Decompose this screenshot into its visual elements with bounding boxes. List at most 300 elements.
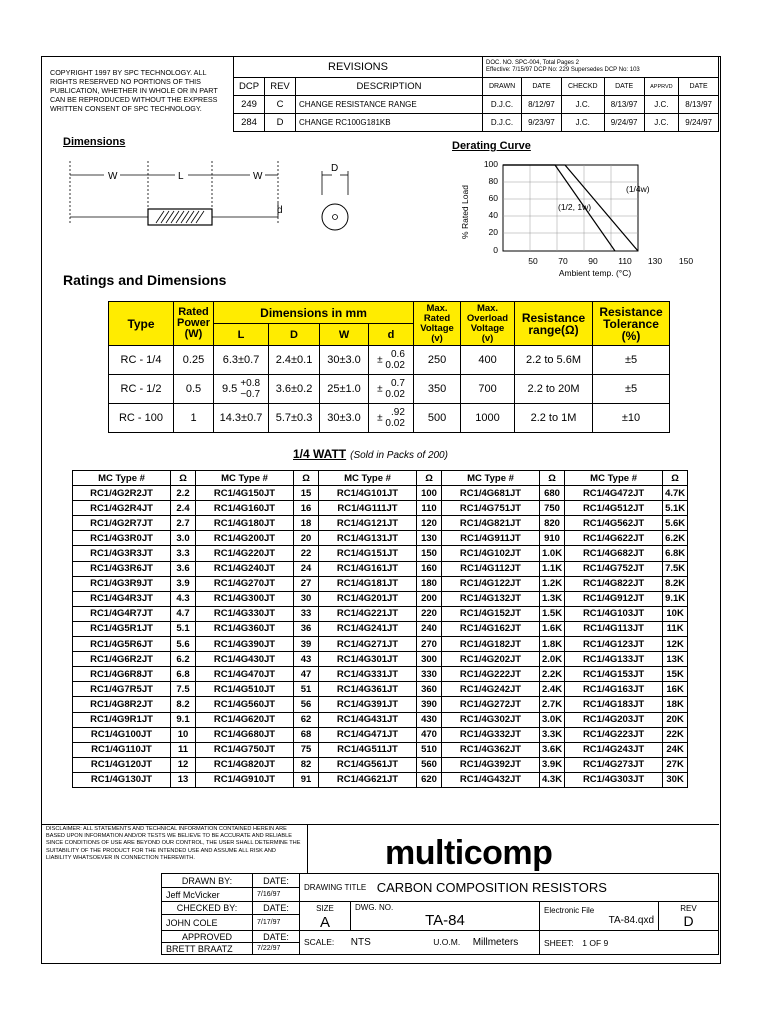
ratings-row — [109, 346, 670, 375]
rev-value: D — [683, 912, 694, 929]
ohm-cell: 68 — [294, 727, 319, 742]
ohm-cell: 2.2 — [171, 486, 196, 501]
mc-type-cell: RC1/4G151JT — [319, 546, 417, 561]
mc-type-cell: RC1/4G3R9JT — [73, 576, 171, 591]
ohm-cell: 1.6K — [540, 621, 565, 636]
col-mc-type: MC Type # — [196, 471, 294, 486]
ohm-cell: 62 — [294, 712, 319, 727]
efile: TA-84.qxd — [608, 915, 654, 926]
ohm-cell: 180 — [417, 576, 442, 591]
label-d-big: D — [331, 163, 339, 174]
y-axis-label: % Rated Load — [460, 185, 470, 239]
cell-L: 14.3±0.7 — [214, 404, 269, 433]
cell-overload: 700 — [461, 375, 515, 404]
y-tick: 20 — [488, 227, 498, 237]
table-row — [73, 591, 688, 606]
mc-type-cell: RC1/4G330JT — [196, 606, 294, 621]
date-label: DATE: — [253, 874, 300, 888]
ohm-cell: 750 — [540, 501, 565, 516]
table-row — [73, 772, 688, 787]
cell-type: RC - 1/4 — [109, 346, 174, 375]
cell-d-top: 0.7 — [390, 378, 405, 389]
size-value: A — [319, 914, 330, 931]
size-cell — [300, 902, 351, 931]
ratings-heading: Ratings and Dimensions — [63, 272, 227, 288]
mc-type-cell: RC1/4G822JT — [565, 576, 663, 591]
mc-type-cell: RC1/4G432JT — [442, 772, 540, 787]
ohm-cell: 22 — [294, 546, 319, 561]
drawn-by-label: DRAWN BY: — [162, 874, 253, 888]
ohm-cell: 4.7K — [663, 486, 688, 501]
cell-L: 6.3±0.7 — [214, 346, 269, 375]
ohm-cell: 4.7 — [171, 606, 196, 621]
ohm-cell: 3.3K — [540, 727, 565, 742]
ohm-cell: 5.1K — [663, 501, 688, 516]
mc-type-cell: RC1/4G912JT — [565, 591, 663, 606]
table-row — [73, 486, 688, 501]
table-row — [73, 637, 688, 652]
ohm-cell: 560 — [417, 757, 442, 772]
scale-uom-cell — [300, 931, 540, 955]
size-label: SIZE — [316, 904, 334, 913]
ohm-cell: 11K — [663, 621, 688, 636]
doc-effective: Effective: 7/15/97 DCP No: 229 Supersedes DCP No: 103 — [486, 67, 640, 73]
rev-cell: 8/13/97 — [679, 96, 719, 114]
mc-type-cell: RC1/4G110JT — [73, 742, 171, 757]
ohm-cell: 15 — [294, 486, 319, 501]
col-mc-type: MC Type # — [319, 471, 417, 486]
cell-L-main: 9.5 — [221, 383, 238, 395]
scale-label: SCALE: — [304, 937, 335, 947]
uom-label: U.O.M. — [433, 937, 461, 947]
mc-type-cell: RC1/4G390JT — [196, 637, 294, 652]
cell-L-bot: −0.7 — [240, 389, 261, 400]
mc-type-cell: RC1/4G332JT — [442, 727, 540, 742]
ohm-cell: 24 — [294, 561, 319, 576]
dimensions-heading: Dimensions — [63, 136, 126, 148]
ohm-cell: 27 — [294, 576, 319, 591]
checked-by-label: CHECKED BY: — [162, 902, 253, 915]
sheet-value: 1 OF 9 — [582, 937, 609, 948]
drawing-title-label: DRAWING TITLE — [304, 883, 367, 892]
col-ohm: Ω — [417, 471, 442, 486]
ohm-cell: 2.0K — [540, 652, 565, 667]
ohm-cell: 130 — [417, 531, 442, 546]
ohm-cell: 5.6 — [171, 637, 196, 652]
ohm-cell: 150 — [417, 546, 442, 561]
cell-W: 30±3.0 — [320, 346, 369, 375]
rev-cell: CHANGE RC100G181KB — [296, 114, 483, 132]
ohm-cell: 12 — [171, 757, 196, 772]
rev-cell: J.C. — [644, 96, 679, 114]
efile-cell — [540, 902, 659, 931]
col-ohm: Ω — [294, 471, 319, 486]
ohm-cell: 20 — [294, 531, 319, 546]
mc-type-cell: RC1/4G6R2JT — [73, 652, 171, 667]
mc-type-cell: RC1/4G130JT — [73, 772, 171, 787]
rev-cell: D.J.C. — [483, 96, 522, 114]
ohm-cell: 10K — [663, 606, 688, 621]
cell-d — [369, 404, 414, 433]
col-d: d — [369, 324, 414, 346]
cell-D: 5.7±0.3 — [269, 404, 320, 433]
mc-type-cell: RC1/4G271JT — [319, 637, 417, 652]
cell-d-bot: 0.02 — [385, 389, 405, 400]
ohm-cell: 36 — [294, 621, 319, 636]
rev-col-drawn: DRAWN — [483, 78, 522, 96]
doc-number-info — [483, 57, 719, 78]
ratings-row — [109, 375, 670, 404]
sheet-label: SHEET: — [544, 937, 574, 948]
mc-type-cell: RC1/4G7R5JT — [73, 682, 171, 697]
mc-type-cell: RC1/4G2R7JT — [73, 516, 171, 531]
y-tick: 40 — [488, 210, 498, 220]
mc-type-cell: RC1/4G472JT — [565, 486, 663, 501]
rev-cell: 8/13/97 — [604, 96, 644, 114]
ohm-cell: 6.8 — [171, 667, 196, 682]
ohm-cell: 7.5K — [663, 561, 688, 576]
y-tick: 100 — [483, 159, 498, 169]
cell-d-top: .92 — [390, 407, 405, 418]
ohm-cell: 51 — [294, 682, 319, 697]
ohm-cell: 9.1 — [171, 712, 196, 727]
dwg-no-label: DWG. NO. — [355, 903, 394, 912]
mc-type-cell: RC1/4G273JT — [565, 757, 663, 772]
mc-type-cell: RC1/4G751JT — [442, 501, 540, 516]
date-label: DATE: — [253, 902, 300, 915]
ohm-cell: 510 — [417, 742, 442, 757]
mc-type-cell: RC1/4G911JT — [442, 531, 540, 546]
mc-type-cell: RC1/4G160JT — [196, 501, 294, 516]
mc-type-cell: RC1/4G2R4JT — [73, 501, 171, 516]
y-tick: 80 — [488, 176, 498, 186]
ohm-cell: 12K — [663, 637, 688, 652]
table-row — [73, 697, 688, 712]
mc-type-cell: RC1/4G750JT — [196, 742, 294, 757]
mc-type-cell: RC1/4G622JT — [565, 531, 663, 546]
mc-type-cell: RC1/4G8R2JT — [73, 697, 171, 712]
cell-tolerance: ±10 — [593, 404, 670, 433]
table-row — [73, 757, 688, 772]
table-row — [73, 667, 688, 682]
ohm-cell: 820 — [540, 516, 565, 531]
sheet-cell — [540, 931, 719, 955]
approved-date: 7/22/97 — [253, 943, 300, 955]
ohm-cell: 30 — [294, 591, 319, 606]
copyright-notice: COPYRIGHT 1997 BY SPC TECHNOLOGY. ALL RIGHTS RESERVED NO PORTIONS OF THIS PUBLICATION, WHETHER IN WHOLE OR IN PART CAN BE REPRODUCED WITHOUT THE EXPRESS WRITTEN CONSENT OF SPC TECHNOLOGY. — [50, 68, 218, 114]
revisions-table — [233, 56, 719, 132]
table-row — [73, 652, 688, 667]
rev-col-date2: DATE — [604, 78, 644, 96]
mc-type-cell: RC1/4G331JT — [319, 667, 417, 682]
table-header-row — [73, 471, 688, 486]
cell-maxv: 350 — [414, 375, 461, 404]
label-w-left: W — [108, 171, 118, 182]
revisions-header-row — [234, 78, 719, 96]
title-block-top-rule — [41, 824, 719, 825]
ohm-cell: 2.7K — [540, 697, 565, 712]
mc-type-cell: RC1/4G3R0JT — [73, 531, 171, 546]
ohm-cell: 200 — [417, 591, 442, 606]
efile-label: Electronic File — [544, 906, 595, 915]
table-row — [73, 501, 688, 516]
col-W: W — [320, 324, 369, 346]
ohm-cell: 33 — [294, 606, 319, 621]
mc-type-cell: RC1/4G300JT — [196, 591, 294, 606]
cell-type: RC - 1/2 — [109, 375, 174, 404]
ohm-cell: 43 — [294, 652, 319, 667]
mc-type-cell: RC1/4G222JT — [442, 667, 540, 682]
rev-cell: 9/24/97 — [679, 114, 719, 132]
y-tick: 60 — [488, 193, 498, 203]
cell-range: 2.2 to 20M — [515, 375, 593, 404]
mc-type-cell: RC1/4G562JT — [565, 516, 663, 531]
derating-chart — [455, 155, 705, 280]
mc-type-cell: RC1/4G511JT — [319, 742, 417, 757]
cell-d-pm: ± — [377, 412, 383, 424]
cell-power: 1 — [174, 404, 214, 433]
table-row — [73, 742, 688, 757]
mc-type-cell: RC1/4G821JT — [442, 516, 540, 531]
rev-cell: 9/23/97 — [522, 114, 562, 132]
table-row — [73, 531, 688, 546]
ohm-cell: 2.4 — [171, 501, 196, 516]
drawn-date: 7/16/97 — [253, 888, 300, 902]
ohm-cell: 3.0 — [171, 531, 196, 546]
mc-type-cell: RC1/4G152JT — [442, 606, 540, 621]
ohm-cell: 430 — [417, 712, 442, 727]
rev-cell: J.C. — [561, 114, 604, 132]
cell-L — [214, 375, 269, 404]
mc-type-cell: RC1/4G131JT — [319, 531, 417, 546]
table-row — [73, 606, 688, 621]
ohm-cell: 16K — [663, 682, 688, 697]
label-d-small: d — [277, 205, 283, 216]
col-ohm: Ω — [171, 471, 196, 486]
mc-type-cell: RC1/4G241JT — [319, 621, 417, 636]
ohm-cell: 3.0K — [540, 712, 565, 727]
ohm-cell: 3.6 — [171, 561, 196, 576]
mc-type-cell: RC1/4G561JT — [319, 757, 417, 772]
uom-value: Millmeters — [472, 937, 519, 948]
mc-type-cell: RC1/4G392JT — [442, 757, 540, 772]
rev-label: REV — [680, 903, 697, 913]
rev-col-apprvd: APPRVD — [644, 78, 679, 96]
cell-overload: 400 — [461, 346, 515, 375]
col-D: D — [269, 324, 320, 346]
mc-type-cell: RC1/4G820JT — [196, 757, 294, 772]
ohm-cell: 16 — [294, 501, 319, 516]
ohm-cell: 1.3K — [540, 591, 565, 606]
mc-type-cell: RC1/4G3R6JT — [73, 561, 171, 576]
cell-L-top: +0.8 — [240, 378, 261, 389]
col-mc-type: MC Type # — [442, 471, 540, 486]
ohm-cell: 5.6K — [663, 516, 688, 531]
ohm-cell: 3.9 — [171, 576, 196, 591]
title-block — [161, 873, 719, 955]
mc-type-cell: RC1/4G102JT — [442, 546, 540, 561]
mc-type-cell: RC1/4G132JT — [442, 591, 540, 606]
mc-type-cell: RC1/4G4R3JT — [73, 591, 171, 606]
mc-type-cell: RC1/4G113JT — [565, 621, 663, 636]
ohm-cell: 18 — [294, 516, 319, 531]
dwg-no: TA-84 — [425, 912, 465, 929]
x-tick: 130 — [647, 256, 663, 266]
ohm-cell: 7.5 — [171, 682, 196, 697]
ohm-cell: 6.2 — [171, 652, 196, 667]
ohm-cell: 1.2K — [540, 576, 565, 591]
table-row — [73, 727, 688, 742]
rev-cell: 284 — [234, 114, 265, 132]
x-tick: 150 — [678, 256, 694, 266]
resistor-dimension-drawing — [60, 155, 360, 245]
disclaimer-divider — [307, 824, 308, 874]
ohm-cell: 240 — [417, 621, 442, 636]
ohm-cell: 3.3 — [171, 546, 196, 561]
revision-row — [234, 96, 719, 114]
mc-type-cell: RC1/4G161JT — [319, 561, 417, 576]
ohm-cell: 2.7 — [171, 516, 196, 531]
mc-type-cell: RC1/4G4R7JT — [73, 606, 171, 621]
mc-type-cell: RC1/4G200JT — [196, 531, 294, 546]
ohm-cell: 390 — [417, 697, 442, 712]
mc-type-cell: RC1/4G101JT — [319, 486, 417, 501]
table-row — [73, 712, 688, 727]
mc-type-cell: RC1/4G303JT — [565, 772, 663, 787]
cell-overload: 1000 — [461, 404, 515, 433]
ohm-cell: 910 — [540, 531, 565, 546]
col-max-voltage: Max. Rated Voltage (v) — [414, 302, 461, 346]
rev-col-checkd: CHECKD — [561, 78, 604, 96]
ohm-cell: 360 — [417, 682, 442, 697]
mc-type-cell: RC1/4G431JT — [319, 712, 417, 727]
ohm-cell: 13K — [663, 652, 688, 667]
scale-value: NTS — [350, 937, 371, 948]
col-L: L — [214, 324, 269, 346]
cell-d-pm: ± — [377, 383, 383, 395]
x-tick: 70 — [558, 256, 568, 266]
mc-type-cell: RC1/4G162JT — [442, 621, 540, 636]
ohm-cell: 300 — [417, 652, 442, 667]
col-range: Resistance range(Ω) — [515, 302, 593, 346]
ohm-cell: 5.1 — [171, 621, 196, 636]
mc-type-cell: RC1/4G361JT — [319, 682, 417, 697]
mc-type-cell: RC1/4G620JT — [196, 712, 294, 727]
rev-col-description: DESCRIPTION — [296, 78, 483, 96]
cell-power: 0.5 — [174, 375, 214, 404]
col-mc-type: MC Type # — [565, 471, 663, 486]
rev-cell: 8/12/97 — [522, 96, 562, 114]
ohm-cell: 220 — [417, 606, 442, 621]
ohm-cell: 6.2K — [663, 531, 688, 546]
ohm-cell: 47 — [294, 667, 319, 682]
mc-type-cell: RC1/4G5R6JT — [73, 637, 171, 652]
ohm-cell: 4.3 — [171, 591, 196, 606]
table-row — [73, 546, 688, 561]
ratings-table — [108, 301, 670, 433]
mc-type-cell: RC1/4G133JT — [565, 652, 663, 667]
mc-type-cell: RC1/4G6R8JT — [73, 667, 171, 682]
derating-heading: Derating Curve — [452, 140, 531, 152]
table-row — [73, 621, 688, 636]
ohm-cell: 1.0K — [540, 546, 565, 561]
ohm-cell: 10 — [171, 727, 196, 742]
col-dims: Dimensions in mm — [214, 302, 414, 324]
mc-type-cell: RC1/4G510JT — [196, 682, 294, 697]
mc-type-cell: RC1/4G621JT — [319, 772, 417, 787]
cell-range: 2.2 to 1M — [515, 404, 593, 433]
ohm-cell: 1.8K — [540, 637, 565, 652]
rev-cell: CHANGE RESISTANCE RANGE — [296, 96, 483, 114]
table-row — [73, 561, 688, 576]
mc-type-cell: RC1/4G180JT — [196, 516, 294, 531]
ohm-cell: 2.2K — [540, 667, 565, 682]
ohm-cell: 3.6K — [540, 742, 565, 757]
rev-cell: J.C. — [561, 96, 604, 114]
ohm-cell: 3.9K — [540, 757, 565, 772]
ohm-cell: 82 — [294, 757, 319, 772]
ohm-cell: 8.2 — [171, 697, 196, 712]
doc-no: DOC. NO. SPC-004, Total Pages 2 — [486, 60, 579, 66]
cell-d-top: 0.6 — [390, 349, 405, 360]
drawing-title-cell — [300, 874, 719, 902]
approved-label: APPROVED — [162, 931, 253, 943]
ohm-cell: 1.1K — [540, 561, 565, 576]
mc-type-cell: RC1/4G471JT — [319, 727, 417, 742]
mc-type-cell: RC1/4G150JT — [196, 486, 294, 501]
date-label: DATE: — [253, 931, 300, 943]
cell-d-bot: 0.02 — [385, 360, 405, 371]
label-l: L — [178, 171, 184, 182]
mc-type-cell: RC1/4G9R1JT — [73, 712, 171, 727]
label-half-watt: (1/2, 1w) — [558, 202, 592, 212]
revision-row — [234, 114, 719, 132]
ohm-cell: 22K — [663, 727, 688, 742]
cell-tolerance: ±5 — [593, 346, 670, 375]
cell-d — [369, 346, 414, 375]
rev-cell: 249 — [234, 96, 265, 114]
mc-type-cell: RC1/4G3R3JT — [73, 546, 171, 561]
ohm-cell: 120 — [417, 516, 442, 531]
mc-type-cell: RC1/4G112JT — [442, 561, 540, 576]
mc-type-cell: RC1/4G183JT — [565, 697, 663, 712]
col-ohm: Ω — [663, 471, 688, 486]
revisions-title: REVISIONS — [234, 57, 483, 78]
ohm-cell: 1.5K — [540, 606, 565, 621]
ohm-cell: 13 — [171, 772, 196, 787]
quarter-watt-table — [72, 470, 688, 788]
col-overload: Max. Overload Voltage (v) — [461, 302, 515, 346]
drawing-title: CARBON COMPOSITION RESISTORS — [376, 880, 607, 895]
mc-type-cell: RC1/4G203JT — [565, 712, 663, 727]
mc-type-cell: RC1/4G910JT — [196, 772, 294, 787]
mc-type-cell: RC1/4G202JT — [442, 652, 540, 667]
x-tick: 90 — [588, 256, 598, 266]
rev-cell: 9/24/97 — [604, 114, 644, 132]
mc-type-cell: RC1/4G201JT — [319, 591, 417, 606]
ohm-cell: 2.4K — [540, 682, 565, 697]
rev-cell: D — [265, 114, 296, 132]
col-mc-type: MC Type # — [73, 471, 171, 486]
mc-type-cell: RC1/4G240JT — [196, 561, 294, 576]
quarter-watt-heading — [293, 447, 448, 461]
col-ohm: Ω — [540, 471, 565, 486]
label-w-right: W — [253, 171, 263, 182]
drawn-by: Jeff McVicker — [162, 888, 253, 902]
table-row — [73, 576, 688, 591]
cell-maxv: 250 — [414, 346, 461, 375]
cell-power: 0.25 — [174, 346, 214, 375]
